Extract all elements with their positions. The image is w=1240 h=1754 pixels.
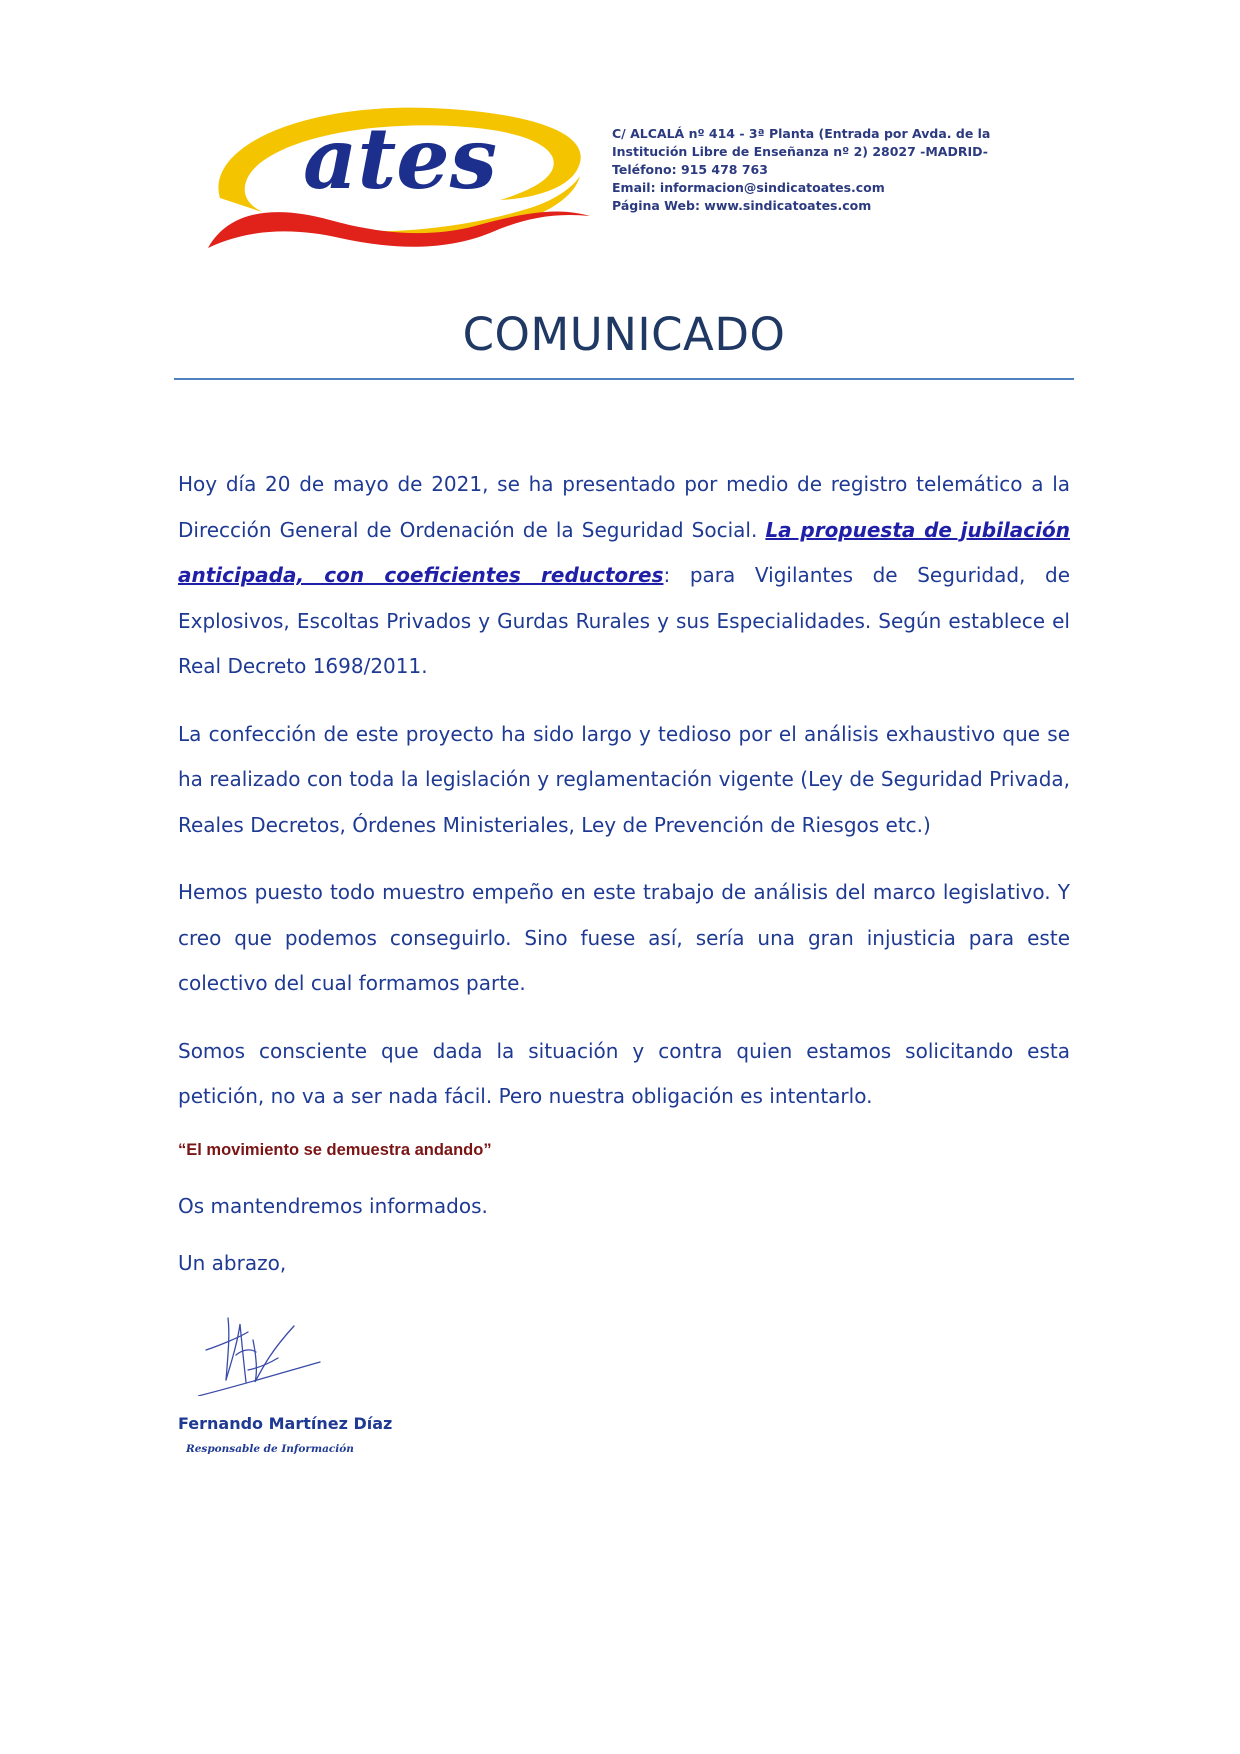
document-body: [178, 462, 1070, 1299]
contact-block: [612, 125, 991, 215]
contact-email: Email: informacion@sindicatoates.com: [612, 180, 885, 195]
paragraph-4: Somos consciente que dada la situación y contra quien estamos solicitando esta petición, no va a ser nada fácil. Pero nuestra obligación es intentarlo.: [178, 1038, 1070, 1108]
handwritten-signature: [198, 1310, 338, 1396]
page-title: COMUNICADO: [462, 308, 786, 361]
logo-lettering: ates: [303, 109, 497, 208]
quote: “El movimiento se demuestra andando”: [178, 1140, 492, 1159]
contact-phone: Teléfono: 915 478 763: [612, 162, 768, 177]
contact-address-line1: C/ ALCALÁ nº 414 - 3ª Planta (Entrada por Avda. de la: [612, 126, 991, 141]
paragraph-1: [178, 462, 1070, 690]
paragraph-1-rest: : para Vigilantes de Seguridad, de Explosivos, Escoltas Privados y Gurdas Rurales y sus Especialidades. Según establece el Real Decreto 1698/2011.: [178, 563, 1070, 678]
paragraph-2: La confección de este proyecto ha sido largo y tedioso por el análisis exhaustivo que se ha realizado con toda la legislación y reglamentación vigente (Ley de Seguridad Privada, Reales Decretos, Órdenes Ministeriales, Ley de Prevención de Riesgos etc.): [178, 721, 1070, 837]
paragraph-3: Hemos puesto todo muestro empeño en este trabajo de análisis del marco legislativo. Y creo que podemos conseguirlo. Sino fuese así, sería una gran injusticia para este colectivo del cual formamos parte.: [178, 880, 1070, 995]
closing-informed: Os mantendremos informados.: [178, 1193, 488, 1218]
contact-address-line2: Institución Libre de Enseñanza nº 2) 28027 -MADRID-: [612, 144, 988, 159]
ates-logo: [200, 88, 600, 263]
contact-website: Página Web: www.sindicatoates.com: [612, 198, 872, 213]
signer-name: Fernando Martínez Díaz: [178, 1414, 393, 1433]
closing-greeting: Un abrazo,: [178, 1251, 287, 1275]
title-divider: [174, 378, 1074, 380]
paragraph-1-intro: Hoy día 20 de mayo de 2021, se ha presentado por medio de registro telemático a la Dirección General de Ordenación de la Seguridad Social.: [178, 472, 1070, 542]
paragraph-1-emphasis: La propuesta de jubilación anticipada, con coeficientes reductores: [178, 517, 1070, 587]
signer-role: Responsable de Información: [186, 1443, 354, 1455]
